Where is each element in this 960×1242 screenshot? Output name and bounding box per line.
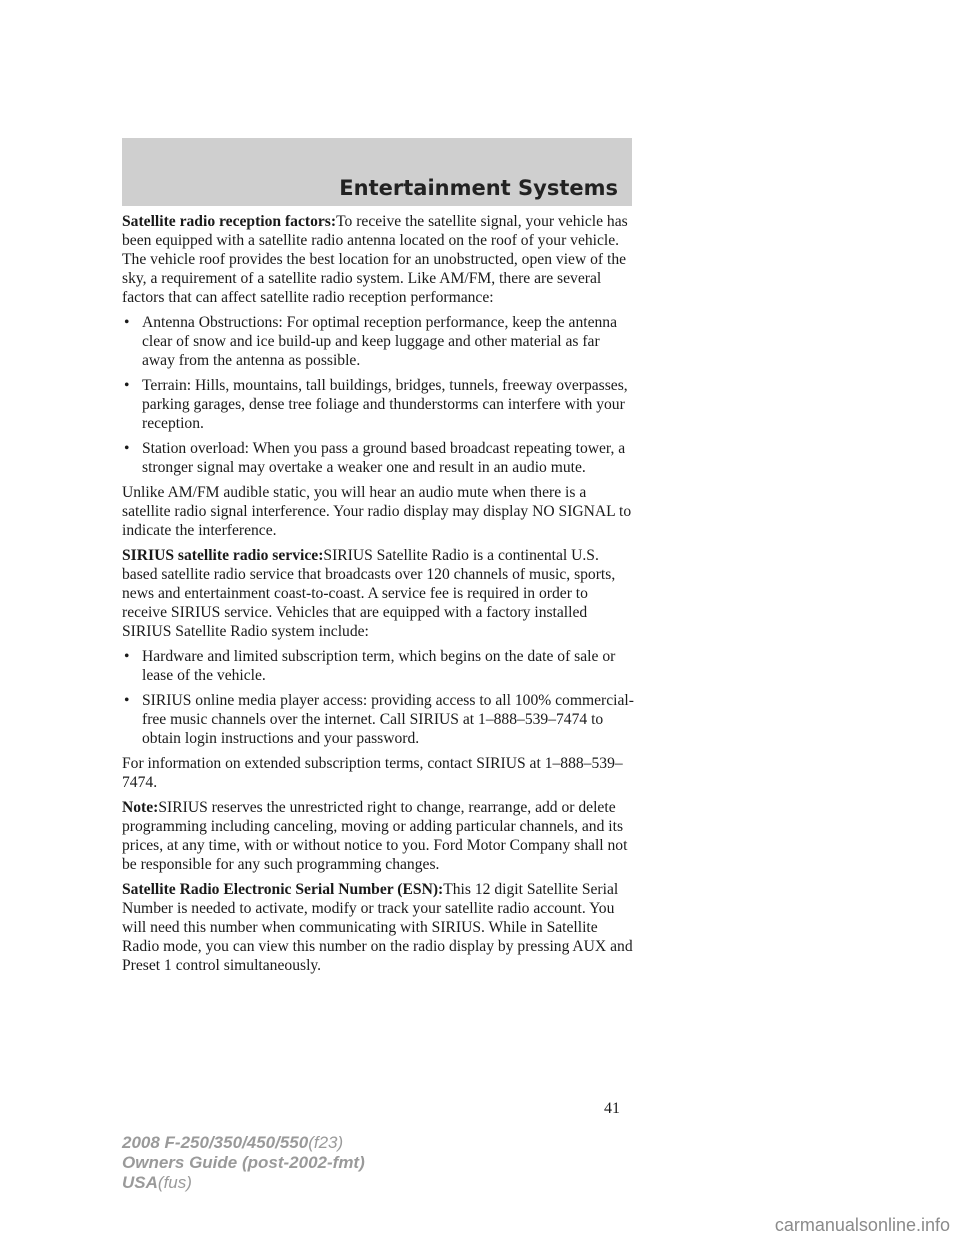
bullet-icon: • — [124, 314, 130, 331]
service-bullet-list — [122, 647, 634, 748]
bullet-text: Hardware and limited subscription term, which begins on the date of sale or lease of the vehicle. — [142, 648, 616, 684]
bullet-text: Station overload: When you pass a ground based broadcast repeating tower, a stronger signal may overtake a weaker one and result in an audio mute. — [142, 440, 626, 476]
bullet-icon: • — [124, 440, 130, 457]
page-number: 41 — [604, 1100, 620, 1117]
footer-market: USA — [122, 1173, 158, 1192]
watermark: carmanualsonline.info — [774, 1215, 950, 1235]
bullet-icon: • — [124, 692, 130, 709]
esn-paragraph — [122, 880, 634, 975]
section-header-band — [122, 138, 632, 206]
list-item — [122, 691, 634, 748]
bullet-icon: • — [124, 648, 130, 665]
list-item — [122, 647, 634, 685]
list-item — [122, 439, 634, 477]
footer-line-market — [122, 1173, 365, 1193]
bullet-text: Antenna Obstructions: For optimal reception performance, keep the antenna clear of snow and ice build-up and keep luggage and other material as far away from the antenna as possible. — [142, 314, 618, 369]
note-lead: Note: — [122, 799, 159, 816]
bullet-icon: • — [124, 377, 130, 394]
service-paragraph — [122, 546, 634, 641]
reception-bullet-list — [122, 313, 634, 477]
reception-lead: Satellite radio reception factors: — [122, 213, 337, 230]
footer-market-code: (fus) — [157, 1173, 192, 1192]
footer-guide: Owners Guide (post-2002-fmt) — [122, 1153, 365, 1172]
note-body: SIRIUS reserves the unrestricted right to change, rearrange, add or delete programming including canceling, moving or adding particular channels, and its prices, at any time, with or without notice to you. Ford Motor Company shall not be responsible for any such programming changes. — [122, 799, 628, 873]
bullet-text: SIRIUS online media player access: providing access to all 100% commercial-free music channels over the internet. Call SIRIUS at 1–888–539–7474 to obtain login instructions and your password. — [142, 692, 634, 747]
reception-paragraph — [122, 212, 634, 307]
list-item — [122, 313, 634, 370]
footer-info — [122, 1133, 365, 1193]
bullet-text: Terrain: Hills, mountains, tall buildings, bridges, tunnels, freeway overpasses, parking garages, dense tree foliage and thunderstorms can interfere with your reception. — [142, 377, 628, 432]
footer-line-model — [122, 1133, 365, 1153]
service-body: SIRIUS Satellite Radio is a continental U.S. based satellite radio service that broadcasts over 120 channels of music, sports, news and entertainment coast-to-coast. A service fee is required in order to receive SIRIUS service. Vehicles that are equipped with a factory installed SIRIUS Satellite Radio system include: — [122, 547, 616, 640]
list-item — [122, 376, 634, 433]
esn-lead: Satellite Radio Electronic Serial Number (ESN): — [122, 881, 444, 898]
subscription-paragraph: For information on extended subscription terms, contact SIRIUS at 1–888–539–7474. — [122, 755, 623, 791]
page-content — [122, 212, 634, 981]
footer-model: 2008 F-250/350/450/550 — [122, 1133, 309, 1152]
service-lead: SIRIUS satellite radio service: — [122, 547, 324, 564]
reception-body: To receive the satellite signal, your vehicle has been equipped with a satellite radio antenna located on the roof of your vehicle. The vehicle roof provides the best location for an unobstructed, open view of the sky, a requirement of a satellite radio system. Like AM/FM, there are several factors that can affect satellite radio reception performance: — [122, 213, 628, 306]
esn-body: This 12 digit Satellite Serial Number is needed to activate, modify or track your satellite radio account. You will need this number when communicating with SIRIUS. While in Satellite Radio mode, you can view this number on the radio display by pressing AUX and Preset 1 control simultaneously. — [122, 881, 633, 974]
section-title: Entertainment Systems — [339, 176, 618, 200]
static-note-paragraph: Unlike AM/FM audible static, you will hear an audio mute when there is a satellite radio signal interference. Your radio display may display NO SIGNAL to indicate the interference. — [122, 484, 632, 539]
note-paragraph — [122, 798, 634, 874]
footer-model-code: (f23) — [308, 1133, 344, 1152]
